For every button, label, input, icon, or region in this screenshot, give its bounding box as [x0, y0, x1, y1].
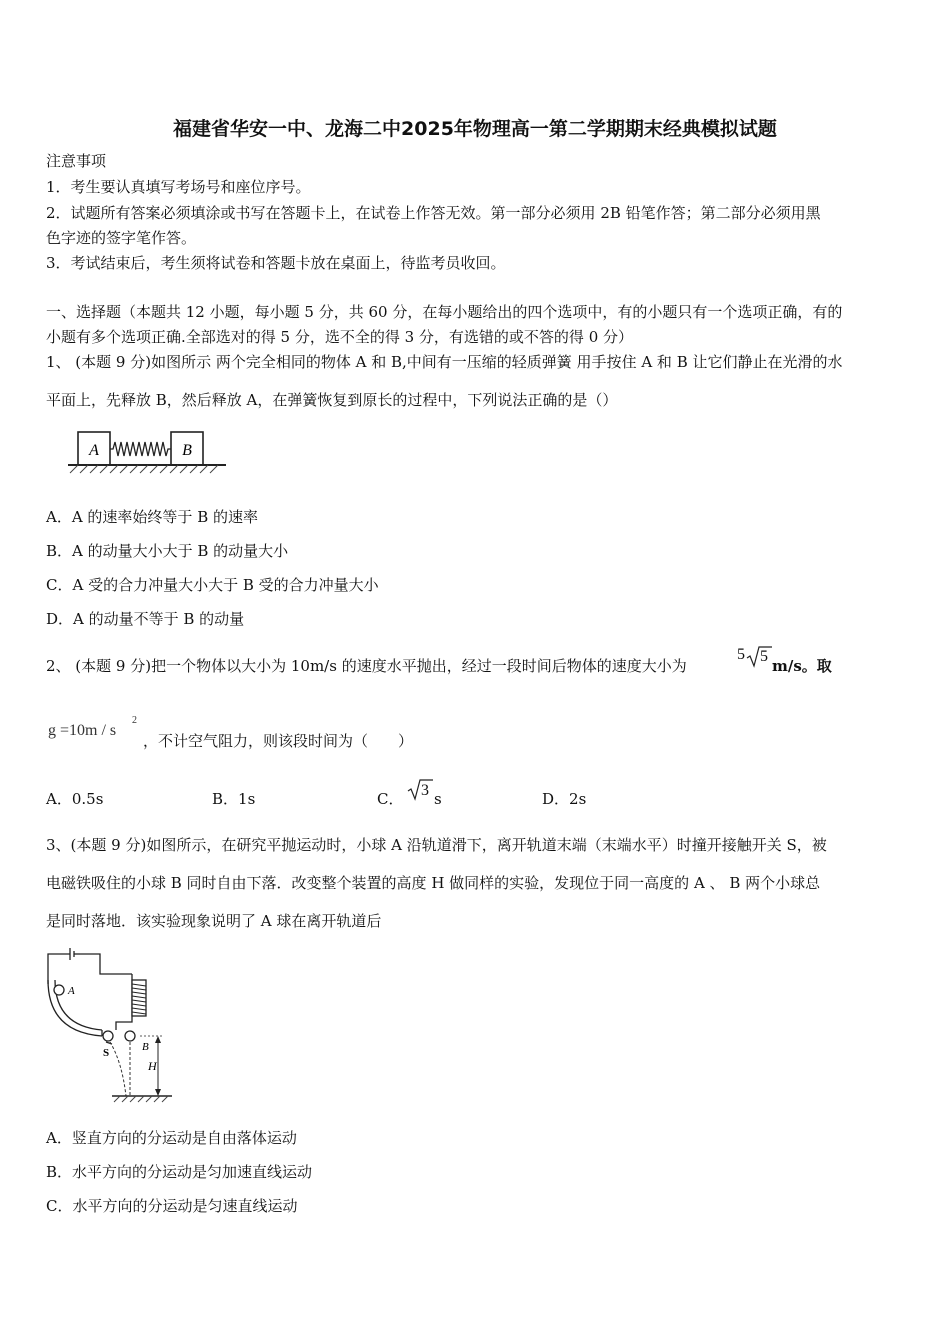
q1-option-b: B．A 的动量大小大于 B 的动量大小 [46, 542, 289, 560]
ball-a-label: A [68, 985, 75, 997]
q3-option-c: C．水平方向的分运动是匀速直线运动 [46, 1197, 298, 1215]
q3-stem-line-1: 3、(本题 9 分)如图所示，在研究平抛运动时，小球 A 沿轨道滑下，离开轨道末端（末端水平）时撞开接触开关 S，被 [46, 836, 827, 854]
section-instructions-line-1: 一、选择题（本题共 12 小题，每小题 5 分，共 60 分，在每小题给出的四个选项中，有的小题只有一个选项正确，有的 [46, 303, 843, 321]
q1-option-c: C．A 受的合力冲量大小大于 B 受的合力冲量大小 [46, 576, 379, 594]
q2-speed-coef: 5 [737, 646, 745, 663]
q1-option-a: A．A 的速率始终等于 B 的速率 [46, 508, 258, 526]
q3-stem-line-3: 是同时落地．该实验现象说明了 A 球在离开轨道后 [46, 912, 382, 930]
q3-apparatus-figure [40, 944, 180, 1104]
q2-option-c-prefix: C． [377, 790, 404, 808]
page-title: 福建省华安一中、龙海二中2025年物理高一第二学期期末经典模拟试题 [173, 118, 777, 140]
q2-speed-radicand: 5 [760, 648, 768, 665]
q2-gravity-expression: g =10m / s [48, 722, 117, 739]
q2-stem-line-2: ，不计空气阻力，则该段时间为（ ） [143, 732, 414, 750]
q2-gravity-exponent: 2 [132, 715, 137, 726]
sqrt-symbol [746, 644, 772, 668]
q2-stem-line-1: 2、 (本题 9 分)把一个物体以大小为 10m/s 的速度水平抛出，经过一段时间后物体的速度大小为 [46, 657, 687, 675]
q2-option-b: B．1s [212, 790, 256, 808]
height-h-label: H [148, 1059, 157, 1073]
q3-option-b: B．水平方向的分运动是匀加速直线运动 [46, 1163, 313, 1181]
notice-item-2-line-1: 2．试题所有答案必须填涂或书写在答题卡上，在试卷上作答无效。第一部分必须用 2B 铅笔作答；第二部分必须用黑 [46, 204, 821, 222]
q3-stem-line-2: 电磁铁吸住的小球 B 同时自由下落．改变整个装置的高度 H 做同样的实验，发现位于同一高度的 A 、 B 两个小球总 [46, 874, 821, 892]
floor-hatch [70, 465, 218, 473]
switch-s-label: S [103, 1047, 110, 1059]
notice-heading: 注意事项 [46, 152, 107, 170]
q2-option-c-unit: s [434, 790, 442, 808]
ball-b [125, 1031, 135, 1041]
block-a-label: A [89, 442, 99, 459]
notice-item-3: 3．考试结束后，考生须将试卷和答题卡放在桌面上，待监考员收回。 [46, 254, 506, 272]
section-instructions-line-2: 小题有多个选项正确.全部选对的得 5 分，选不全的得 3 分，有选错的或不答的得 0 分） [46, 328, 634, 346]
circuit-wire [48, 954, 70, 984]
magnet-stand [116, 974, 132, 1030]
circuit-wire [80, 954, 132, 974]
q2-option-c-radicand: 3 [421, 782, 429, 799]
spring [110, 442, 171, 456]
trajectory-a [110, 1042, 126, 1096]
ball-a [54, 985, 64, 995]
q2-speed-unit: m/s。取 [772, 657, 832, 675]
q3-option-a: A．竖直方向的分运动是自由落体运动 [46, 1129, 297, 1147]
q1-option-d: D．A 的动量不等于 B 的动量 [46, 610, 245, 628]
q2-option-a: A．0.5s [46, 790, 104, 808]
q2-option-d: D．2s [542, 790, 587, 808]
q1-spring-figure [64, 424, 230, 480]
ball-a-at-end [103, 1031, 113, 1041]
sqrt-symbol [407, 777, 433, 801]
notice-item-2-line-2: 色字迹的签字笔作答。 [46, 229, 197, 247]
block-b-label: B [182, 442, 192, 459]
notice-item-1: 1．考生要认真填写考场号和座位序号。 [46, 178, 311, 196]
ball-b-label: B [142, 1041, 149, 1053]
q1-stem-line-1: 1、 (本题 9 分)如图所示 两个完全相同的物体 A 和 B,中间有一压缩的轻质弹簧 用手按住 A 和 B 让它们静止在光滑的水 [46, 353, 843, 371]
q1-stem-line-2: 平面上，先释放 B，然后释放 A，在弹簧恢复到原长的过程中，下列说法正确的是（） [46, 391, 618, 409]
